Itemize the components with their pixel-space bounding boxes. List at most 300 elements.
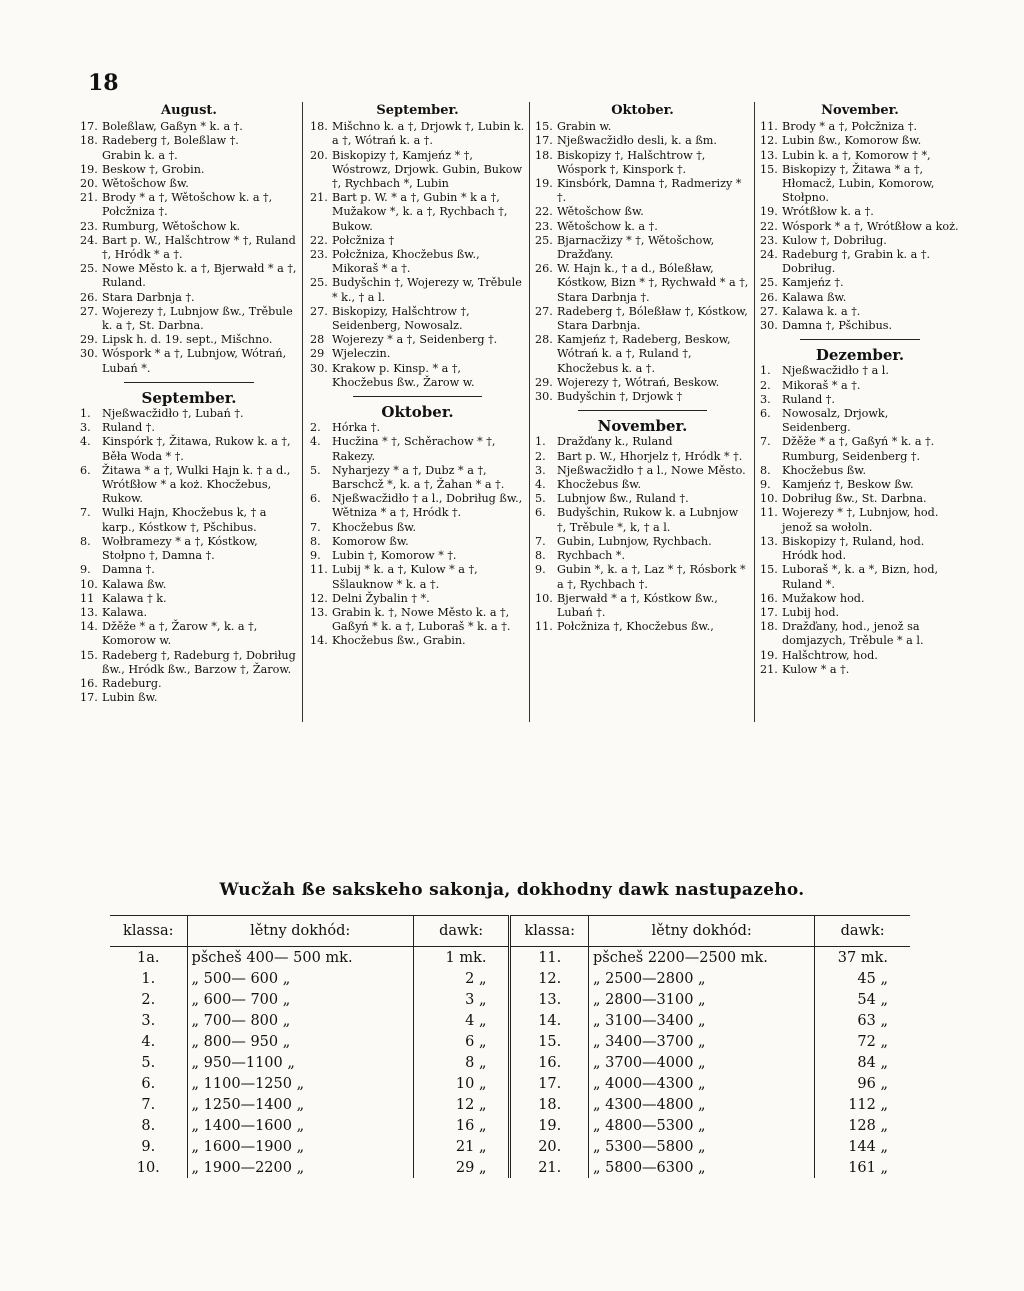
month-heading: September.	[141, 388, 237, 407]
market-calendar	[80, 102, 959, 822]
entry-day: 17.	[80, 691, 98, 705]
market-entry	[535, 620, 750, 634]
entry-day: 12.	[310, 591, 328, 605]
entry-day: 25.	[760, 276, 778, 290]
tax-table	[110, 915, 910, 1178]
entry-places: Khocžebus ßw.	[332, 520, 417, 534]
class-cell: 18.	[510, 1094, 589, 1115]
market-entry	[760, 435, 960, 463]
entry-places: Bjerwałd * a †, Kóstkow ßw., Lubań †.	[557, 591, 718, 619]
entry-day: 11.	[310, 563, 328, 577]
market-entry	[760, 248, 960, 276]
market-entry	[535, 134, 750, 148]
entry-places: Njeßwacžidło † a l.	[782, 364, 889, 378]
entry-places: Wětošchow ßw.	[102, 177, 189, 191]
month-heading: August.	[161, 103, 217, 118]
market-entry	[760, 407, 960, 435]
entry-places: Rychbach *.	[557, 549, 626, 563]
entry-places: Kalawa k. a †.	[782, 304, 861, 318]
class-cell: 1a.	[137, 949, 160, 966]
entry-day: 4.	[535, 478, 546, 492]
entry-places: Komorow ßw.	[332, 534, 409, 548]
class-cell: 3.	[141, 1012, 156, 1029]
market-entry	[80, 592, 298, 606]
entry-places: Radeburg.	[102, 676, 162, 690]
entry-day: 1.	[80, 407, 91, 421]
entry-day: 1.	[760, 364, 771, 378]
market-entry	[80, 435, 298, 463]
income-cell: „ 700— 800 „	[187, 1010, 413, 1031]
entry-places: Lubin ßw., Komorow ßw.	[782, 134, 922, 148]
entry-day: 11	[80, 591, 95, 605]
entry-day: 2.	[535, 449, 546, 463]
table-row	[110, 968, 910, 989]
entry-day: 13.	[310, 605, 328, 619]
entry-places: Wojerezy †, Wótrań, Beskow.	[557, 375, 720, 389]
entry-day: 7.	[310, 520, 321, 534]
class-cell: 8.	[141, 1117, 156, 1134]
tax-cell: 6 „	[413, 1031, 510, 1052]
entry-places: Lubnjow ßw., Ruland †.	[557, 492, 689, 506]
entry-day: 26.	[80, 290, 98, 304]
entry-places: Nyharjezy * a †, Dubz * a †, Barschcž *, k. a †, Žahan * a †.	[332, 463, 505, 492]
entry-day: 29.	[535, 375, 553, 389]
market-entry	[80, 620, 298, 648]
entry-places: Wojerezy †, Lubnjow ßw., Trěbule k. a †, St. Darbna.	[102, 304, 293, 333]
table-row	[110, 1010, 910, 1031]
section-rule	[353, 396, 482, 397]
tax-cell: 128 „	[815, 1115, 910, 1136]
class-cell: 20.	[510, 1136, 589, 1157]
class-cell: 11.	[510, 947, 589, 969]
entry-day: 7.	[760, 435, 771, 449]
entry-places: Hucžina * †, Schěrachow * †, Rakezy.	[332, 435, 496, 463]
entry-places: Połcžniza †	[332, 233, 395, 247]
market-entry	[80, 506, 298, 534]
class-cell: 5.	[141, 1054, 156, 1071]
market-entry	[80, 606, 298, 620]
entry-places: Radeburg †, Grabin k. a †. Dobriług.	[782, 248, 930, 276]
entry-places: Wětošchow ßw.	[557, 205, 644, 219]
market-entry	[535, 492, 750, 506]
entry-day: 6.	[310, 492, 321, 506]
income-cell: „ 1250—1400 „	[187, 1094, 413, 1115]
tax-cell: 161 „	[815, 1157, 910, 1178]
market-entry	[310, 521, 525, 535]
entry-places: Kinspórk †, Žitawa, Rukow k. a †, Běła Woda * †.	[102, 435, 291, 463]
entry-day: 9.	[80, 563, 91, 577]
income-cell: „ 4800—5300 „	[589, 1115, 815, 1136]
entry-places: Połcžniza †, Khocžebus ßw.,	[557, 620, 714, 634]
entry-places: Kalawa ßw.	[782, 290, 847, 304]
income-cell: „ 800— 950 „	[187, 1031, 413, 1052]
market-entry	[310, 305, 525, 333]
entry-day: 13.	[760, 534, 778, 548]
market-entry	[535, 333, 750, 376]
entry-places: Stara Darbnja †.	[102, 290, 195, 304]
entry-day: 11.	[535, 620, 553, 634]
income-cell: „ 1900—2200 „	[187, 1157, 413, 1178]
market-entry	[80, 220, 298, 234]
market-entry	[760, 464, 960, 478]
market-entry	[80, 177, 298, 191]
entry-places: Mišchno k. a †, Drjowk †, Lubin k. a †, Wótrań k. a †.	[332, 120, 525, 148]
market-entry	[760, 234, 960, 248]
entry-places: Połcžniza, Khocžebus ßw., Mikoraš * a †.	[332, 248, 480, 276]
entry-day: 4.	[80, 435, 91, 449]
entry-places: Hórka †.	[332, 421, 380, 435]
entry-places: Rumburg, Wětošchow k.	[102, 219, 241, 233]
entry-day	[80, 149, 102, 163]
income-cell: „ 4000—4300 „	[589, 1073, 815, 1094]
entry-day: 23.	[80, 219, 98, 233]
market-entry	[535, 592, 750, 620]
market-entry	[535, 149, 750, 177]
header-tax: dawk:	[413, 916, 510, 947]
market-entry	[535, 390, 750, 404]
market-entry	[80, 134, 298, 148]
column-divider	[754, 102, 755, 722]
entry-day: 19.	[760, 205, 778, 219]
entry-day: 3.	[760, 392, 771, 406]
market-entry	[80, 191, 298, 219]
entry-places: Grabin k. †, Nowe Město k. a †, Gaßyń * k. a †, Luboraš * k. a †.	[332, 605, 511, 634]
entry-day: 21.	[760, 662, 778, 676]
entry-day: 18.	[535, 148, 553, 162]
entry-day: 27.	[535, 304, 553, 318]
market-entry	[760, 291, 960, 305]
tax-cell: 10 „	[413, 1073, 510, 1094]
market-entry	[80, 563, 298, 577]
market-entry	[535, 305, 750, 333]
entry-day: 18.	[310, 120, 328, 134]
market-entry	[760, 319, 960, 333]
market-entry	[80, 291, 298, 305]
entry-places: Bart p. W., Halšchtrow * †, Ruland †, Hródk * a †.	[102, 233, 296, 262]
column-november-december	[760, 102, 960, 677]
column-divider	[529, 102, 530, 722]
entry-places: Radeberg †, Bóleßław †, Kóstkow, Stara Darbnja.	[557, 304, 748, 333]
entry-places: Biskopizy †, Ruland, hod. Hródk hod.	[782, 534, 925, 563]
column-september-october	[310, 102, 525, 649]
entry-places: Kamjeńz †, Radeberg, Beskow, Wótrań k. a †, Ruland †, Khocžebus k. a †.	[557, 333, 731, 375]
income-cell: „ 1600—1900 „	[187, 1136, 413, 1157]
entry-places: Kalawa ßw.	[102, 577, 167, 591]
market-entry	[310, 492, 525, 520]
income-cell: pšcheš 2200—2500 mk.	[589, 947, 815, 969]
tax-cell: 29 „	[413, 1157, 510, 1178]
market-entry	[760, 134, 960, 148]
entry-day: 9.	[535, 563, 546, 577]
income-cell: „ 3700—4000 „	[589, 1052, 815, 1073]
tax-cell: 112 „	[815, 1094, 910, 1115]
market-entry	[760, 276, 960, 290]
tax-cell: 144 „	[815, 1136, 910, 1157]
market-entry	[535, 262, 750, 305]
entry-day: 9.	[310, 549, 321, 563]
entry-day: 11.	[760, 506, 778, 520]
entry-places: Biskopizy †, Kamjeńz * †, Wóstrowz, Drjowk. Gubin, Bukow †, Rychbach *, Lubin	[332, 148, 523, 191]
entry-places: Radeberg †, Boleßlaw †.	[102, 134, 239, 148]
market-entry	[760, 592, 960, 606]
market-entry	[760, 220, 960, 234]
entry-places: W. Hajn k., † a d., Bóleßław, Kóstkow, Bizn * †, Rychwałd * a †, Stara Darbnja †.	[557, 262, 749, 304]
entry-places: Bjarnacžizy * †, Wětošchow, Dražďany.	[557, 233, 715, 262]
entry-day: 9.	[760, 478, 771, 492]
tax-cell: 72 „	[815, 1031, 910, 1052]
entry-day: 3.	[80, 421, 91, 435]
entry-places: Lubij hod.	[782, 605, 840, 619]
market-entry	[760, 364, 960, 378]
entry-day: 16.	[80, 676, 98, 690]
market-entry	[535, 563, 750, 591]
entry-places: Wjeleczin.	[332, 347, 391, 361]
entry-places: Džěže * a †, Gaßyń * k. a †. Rumburg, Seidenberg †.	[782, 435, 935, 463]
entry-places: Khocžebus ßw., Grabin.	[332, 634, 466, 648]
tax-cell: 63 „	[815, 1010, 910, 1031]
entry-day: 14.	[80, 620, 98, 634]
market-entry	[760, 492, 960, 506]
entry-places: Kamjeńz †.	[782, 276, 844, 290]
market-entry	[760, 649, 960, 663]
income-cell: „ 2500—2800 „	[589, 968, 815, 989]
entry-day: 30.	[80, 347, 98, 361]
market-entry	[80, 262, 298, 290]
entry-places: Budyšchin †, Drjowk †	[557, 390, 683, 404]
entry-places: Radeberg †, Radeburg †, Dobriług ßw., Hródk ßw., Barzow †, Žarow.	[102, 648, 296, 676]
entry-places: Njeßwacžidło desli, k. a ßm.	[557, 134, 717, 148]
page-number: 18	[88, 70, 119, 96]
class-cell: 17.	[510, 1073, 589, 1094]
market-entry	[535, 220, 750, 234]
section-rule	[124, 382, 255, 383]
income-cell: „ 3400—3700 „	[589, 1031, 815, 1052]
entry-places: Khocžebus ßw.	[782, 463, 867, 477]
market-entry	[535, 205, 750, 219]
column-divider	[302, 102, 303, 722]
entry-places: Nowe Město k. a †, Bjerwałd * a †, Ruland.	[102, 262, 297, 290]
class-cell: 1.	[141, 970, 156, 987]
entry-day: 10.	[80, 577, 98, 591]
entry-places: Bart p. W. * a †, Gubin * k a †, Mužakow *, k. a †, Rychbach †, Bukow.	[332, 191, 508, 233]
section-rule	[800, 339, 920, 340]
entry-places: Ruland †.	[102, 421, 155, 435]
class-cell: 21.	[510, 1157, 589, 1178]
entry-day: 4.	[310, 435, 321, 449]
entry-day: 6.	[80, 463, 91, 477]
entry-places: Wojerezy * a †, Seidenberg †.	[332, 333, 498, 347]
entry-day: 23.	[760, 233, 778, 247]
entry-places: Kulow †, Dobriług.	[782, 233, 887, 247]
income-cell: „ 1400—1600 „	[187, 1115, 413, 1136]
entry-places: Bart p. W., Hhorjelz †, Hródk * †.	[557, 449, 743, 463]
entry-day: 13.	[760, 148, 778, 162]
entry-day: 1.	[535, 435, 546, 449]
entry-places: Kulow * a †.	[782, 662, 850, 676]
entry-day: 19.	[80, 162, 98, 176]
entry-day: 30.	[310, 361, 328, 375]
market-entry	[310, 464, 525, 492]
entry-day: 12.	[760, 134, 778, 148]
market-entry	[760, 606, 960, 620]
entry-places: Dobriług ßw., St. Darbna.	[782, 492, 927, 506]
market-entry	[535, 435, 750, 449]
entry-day: 28	[310, 333, 325, 347]
tax-cell: 96 „	[815, 1073, 910, 1094]
market-entry	[80, 120, 298, 134]
entry-day: 15.	[760, 162, 778, 176]
market-entry	[80, 407, 298, 421]
market-entry	[80, 421, 298, 435]
entry-day: 10.	[535, 591, 553, 605]
market-entry	[760, 163, 960, 206]
market-entry	[760, 120, 960, 134]
entry-day: 17.	[535, 134, 553, 148]
entry-day: 10.	[760, 492, 778, 506]
month-heading: Oktober.	[381, 403, 454, 422]
entry-places: Lipsk h. d. 19. sept., Mišchno.	[102, 333, 273, 347]
entry-places: Damna †.	[102, 563, 155, 577]
entry-day: 30.	[535, 390, 553, 404]
entry-day: 24.	[80, 233, 98, 247]
entry-day: 8.	[310, 534, 321, 548]
entry-day: 19.	[535, 177, 553, 191]
entry-places: Krakow p. Kinsp. * a †, Khocžebus ßw., Žarow w.	[332, 361, 475, 389]
entry-day: 2.	[310, 421, 321, 435]
entry-places: Nowosalz, Drjowk, Seidenberg.	[782, 407, 889, 435]
entry-places: Boleßlaw, Gaßyn * k. a †.	[102, 120, 243, 134]
column-october-november	[535, 102, 750, 634]
entry-places: Wulki Hajn, Khocžebus k, † a karp., Kóstkow †, Pšchibus.	[102, 506, 267, 534]
entry-day: 15.	[535, 120, 553, 134]
class-cell: 4.	[141, 1033, 156, 1050]
entry-day: 26.	[535, 262, 553, 276]
tax-cell: 1 mk.	[413, 947, 510, 969]
entry-day: 24.	[760, 248, 778, 262]
entry-places: Lubin †, Komorow * †.	[332, 549, 457, 563]
class-cell: 15.	[510, 1031, 589, 1052]
entry-places: Biskopizy †, Žitawa * a †, Hłomacž, Lubin, Komorow, Stołpno.	[782, 162, 935, 205]
entry-day: 17.	[80, 120, 98, 134]
tax-cell: 4 „	[413, 1010, 510, 1031]
market-entry	[535, 549, 750, 563]
entry-day: 18.	[760, 620, 778, 634]
market-entry	[535, 177, 750, 205]
entry-places: Kalawa † k.	[102, 591, 167, 605]
market-entry	[310, 362, 525, 390]
entry-day: 14.	[310, 634, 328, 648]
entry-day: 27.	[80, 304, 98, 318]
entry-day: 25.	[80, 262, 98, 276]
month-heading: Dezember.	[815, 346, 905, 365]
column-august-september	[80, 102, 298, 705]
market-entry	[760, 663, 960, 677]
entry-places: Budyšchin †, Wojerezy w, Trěbule * k., † a l.	[332, 276, 522, 304]
market-entry	[760, 563, 960, 591]
entry-places: Dražďany, hod., jenož sa domjazych, Trěbule * a l.	[782, 620, 924, 648]
entry-places: Dražďany k., Ruland	[557, 435, 673, 449]
market-entry	[310, 535, 525, 549]
entry-places: Wrótßłow k. a †.	[782, 205, 874, 219]
entry-places: Ruland †.	[782, 392, 835, 406]
header-income: lětny dokhód:	[187, 916, 413, 947]
entry-places: Khocžebus ßw.	[557, 478, 642, 492]
market-entry	[310, 149, 525, 192]
entry-day: 2.	[760, 378, 771, 392]
entry-day: 22.	[310, 233, 328, 247]
header-income: lětny dokhód:	[589, 916, 815, 947]
tax-cell: 16 „	[413, 1115, 510, 1136]
month-heading: September.	[376, 103, 459, 118]
entry-day: 26.	[760, 290, 778, 304]
entry-places: Lubij * k. a †, Kulow * a †, Sšlauknow * k. a †.	[332, 563, 478, 591]
entry-day: 6.	[760, 407, 771, 421]
market-entry	[535, 376, 750, 390]
class-cell: 13.	[510, 989, 589, 1010]
entry-places: Beskow †, Grobin.	[102, 162, 205, 176]
entry-day: 5.	[310, 463, 321, 477]
entry-places: Lubin ßw.	[102, 691, 158, 705]
income-cell: „ 600— 700 „	[187, 989, 413, 1010]
month-heading: November.	[597, 417, 688, 436]
market-entry	[760, 478, 960, 492]
tax-cell: 8 „	[413, 1052, 510, 1073]
entry-day: 21.	[80, 191, 98, 205]
class-cell: 14.	[510, 1010, 589, 1031]
market-entry	[310, 191, 525, 234]
market-entry	[80, 535, 298, 563]
entry-places: Grabin w.	[557, 120, 612, 134]
market-entry	[80, 691, 298, 705]
entry-day: 29.	[80, 333, 98, 347]
entry-places: Budyšchin, Rukow k. a Lubnjow †, Trěbule *, k, † a l.	[557, 506, 739, 534]
entry-day: 27.	[760, 304, 778, 318]
entry-places: Biskopizy †, Halšchtrow †, Wóspork †, Kinspork †.	[557, 148, 706, 176]
entry-day: 25.	[535, 233, 553, 247]
class-cell: 9.	[141, 1138, 156, 1155]
market-entry	[310, 421, 525, 435]
table-row	[110, 1157, 910, 1178]
table-row	[110, 1073, 910, 1094]
tax-cell: 84 „	[815, 1052, 910, 1073]
income-cell: „ 5300—5800 „	[589, 1136, 815, 1157]
entry-day: 13.	[80, 605, 98, 619]
entry-day: 27.	[310, 304, 328, 318]
table-row	[110, 1136, 910, 1157]
month-heading: November.	[821, 103, 899, 118]
entry-day: 17.	[760, 605, 778, 619]
market-entry	[760, 506, 960, 534]
table-row	[110, 947, 910, 969]
class-cell: 19.	[510, 1115, 589, 1136]
entry-day: 21.	[310, 191, 328, 205]
market-entry	[310, 634, 525, 648]
market-entry	[535, 478, 750, 492]
market-entry	[535, 506, 750, 534]
class-cell: 10.	[136, 1159, 160, 1176]
market-entry	[310, 248, 525, 276]
table-row	[110, 1115, 910, 1136]
income-cell: „ 2800—3100 „	[589, 989, 815, 1010]
tax-cell: 45 „	[815, 968, 910, 989]
entry-places: Wětošchow k. a †.	[557, 219, 658, 233]
tax-cell: 54 „	[815, 989, 910, 1010]
section-rule	[578, 410, 707, 411]
market-entry	[760, 305, 960, 319]
entry-day: 8.	[535, 549, 546, 563]
market-entry	[80, 677, 298, 691]
entry-day: 7.	[535, 534, 546, 548]
